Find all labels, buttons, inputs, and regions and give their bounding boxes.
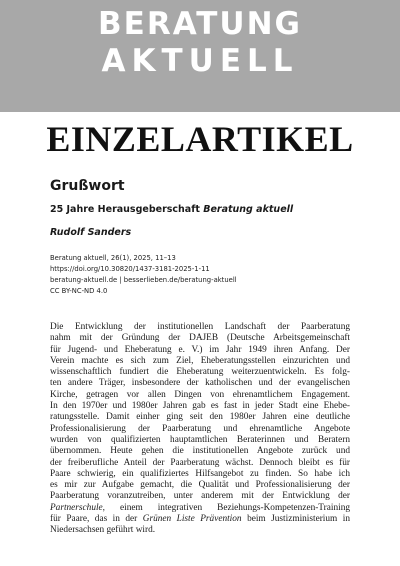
body-line: für Jugend- und Eheberatung e. V.) im Jahr 1949 ihren Anfang. Der — [50, 344, 350, 355]
doi-link[interactable]: https://doi.org/10.30820/1437-3181-2025-1-11 — [50, 265, 210, 273]
body-line: Kirche, getragen vor allen Dingen von ehrenamtlichem Engagement. — [50, 389, 350, 400]
body-line: übernommen. Heute gehen die institutionellen Angebote zurück und — [50, 446, 350, 457]
body-line: es mir zur Aufgabe gemacht, die Qualität und Professionalisierung der — [50, 480, 350, 491]
subtitle-text: 25 Jahre Herausgeberschaft — [50, 204, 204, 215]
body-line: der freiberufliche Anteil der Paarberatung wächst. Dennoch bleibt es für — [50, 457, 350, 468]
body-line: Paare schwierig, ein qualifiziertes Hilfsangebot zu finden. So habe ich — [50, 468, 350, 479]
author-name: Rudolf Sanders — [50, 227, 132, 238]
body-line: für Paare, das in der Grünen Liste Prävention beim Justizministerium in — [50, 514, 350, 525]
body-line: Paarberatung voranzutreiben, unter anderem mit der Entwicklung der — [50, 491, 350, 502]
body-line: In den 1970er und 1980er Jahren gab es fast in jeder Stadt eine Ehebe- — [50, 401, 350, 412]
journal-logo-line1: BERATUNG — [98, 6, 302, 42]
body-line: wissenschaftlich fundiert die Eheberatung weiterzuentwickeln. Es folg- — [50, 367, 350, 378]
list-name: Grünen Liste Prävention — [142, 514, 242, 525]
journal-banner — [0, 0, 400, 112]
body-line: Partnerschule, einem integrativen Beziehungs-Kompetenzen-Training — [50, 502, 350, 513]
body-line: Verein machte es sich zum Ziel, Eheberatungsstellen einzurichten und — [50, 355, 350, 366]
body-line: Professionalisierung der Paarberatung und ehrenamtliche Angebote — [50, 423, 350, 434]
website-links[interactable]: beratung-aktuell.de | besserlieben.de/beratung-aktuell — [50, 276, 237, 284]
citation-line: Beratung aktuell, 26(1), 2025, 11–13 — [50, 254, 176, 262]
section-heading: Grußwort — [50, 178, 125, 194]
citation-block — [50, 253, 237, 297]
article-subtitle — [50, 204, 293, 215]
journal-logo-line2: AKTUELL — [101, 43, 299, 79]
body-line: Niedersachsen geführt wird. — [50, 525, 156, 536]
document-type-heading: EINZELARTIKEL — [46, 119, 354, 159]
program-name: Partnerschule — [50, 502, 103, 513]
body-line: wurden von qualifizierten hauptamtlichen Beraterinnen und Beratern — [50, 434, 350, 445]
body-line: Die Entwicklung der institutionellen Landschaft der Paarberatung — [50, 322, 350, 332]
body-line: nahm mit der Gründung der DAJEB (Deutsche Arbeitsgemeinschaft — [50, 333, 350, 344]
body-line: ten andere Träger, insbesondere der katholischen und der evangelischen — [50, 378, 350, 389]
license-line: CC BY-NC-ND 4.0 — [50, 287, 108, 295]
body-line: ratungsstelle. Damit einher ging seit den 1980er Jahren eine deutliche — [50, 412, 350, 423]
subtitle-journal-name: Beratung aktuell — [203, 204, 294, 215]
article-body — [50, 322, 350, 537]
